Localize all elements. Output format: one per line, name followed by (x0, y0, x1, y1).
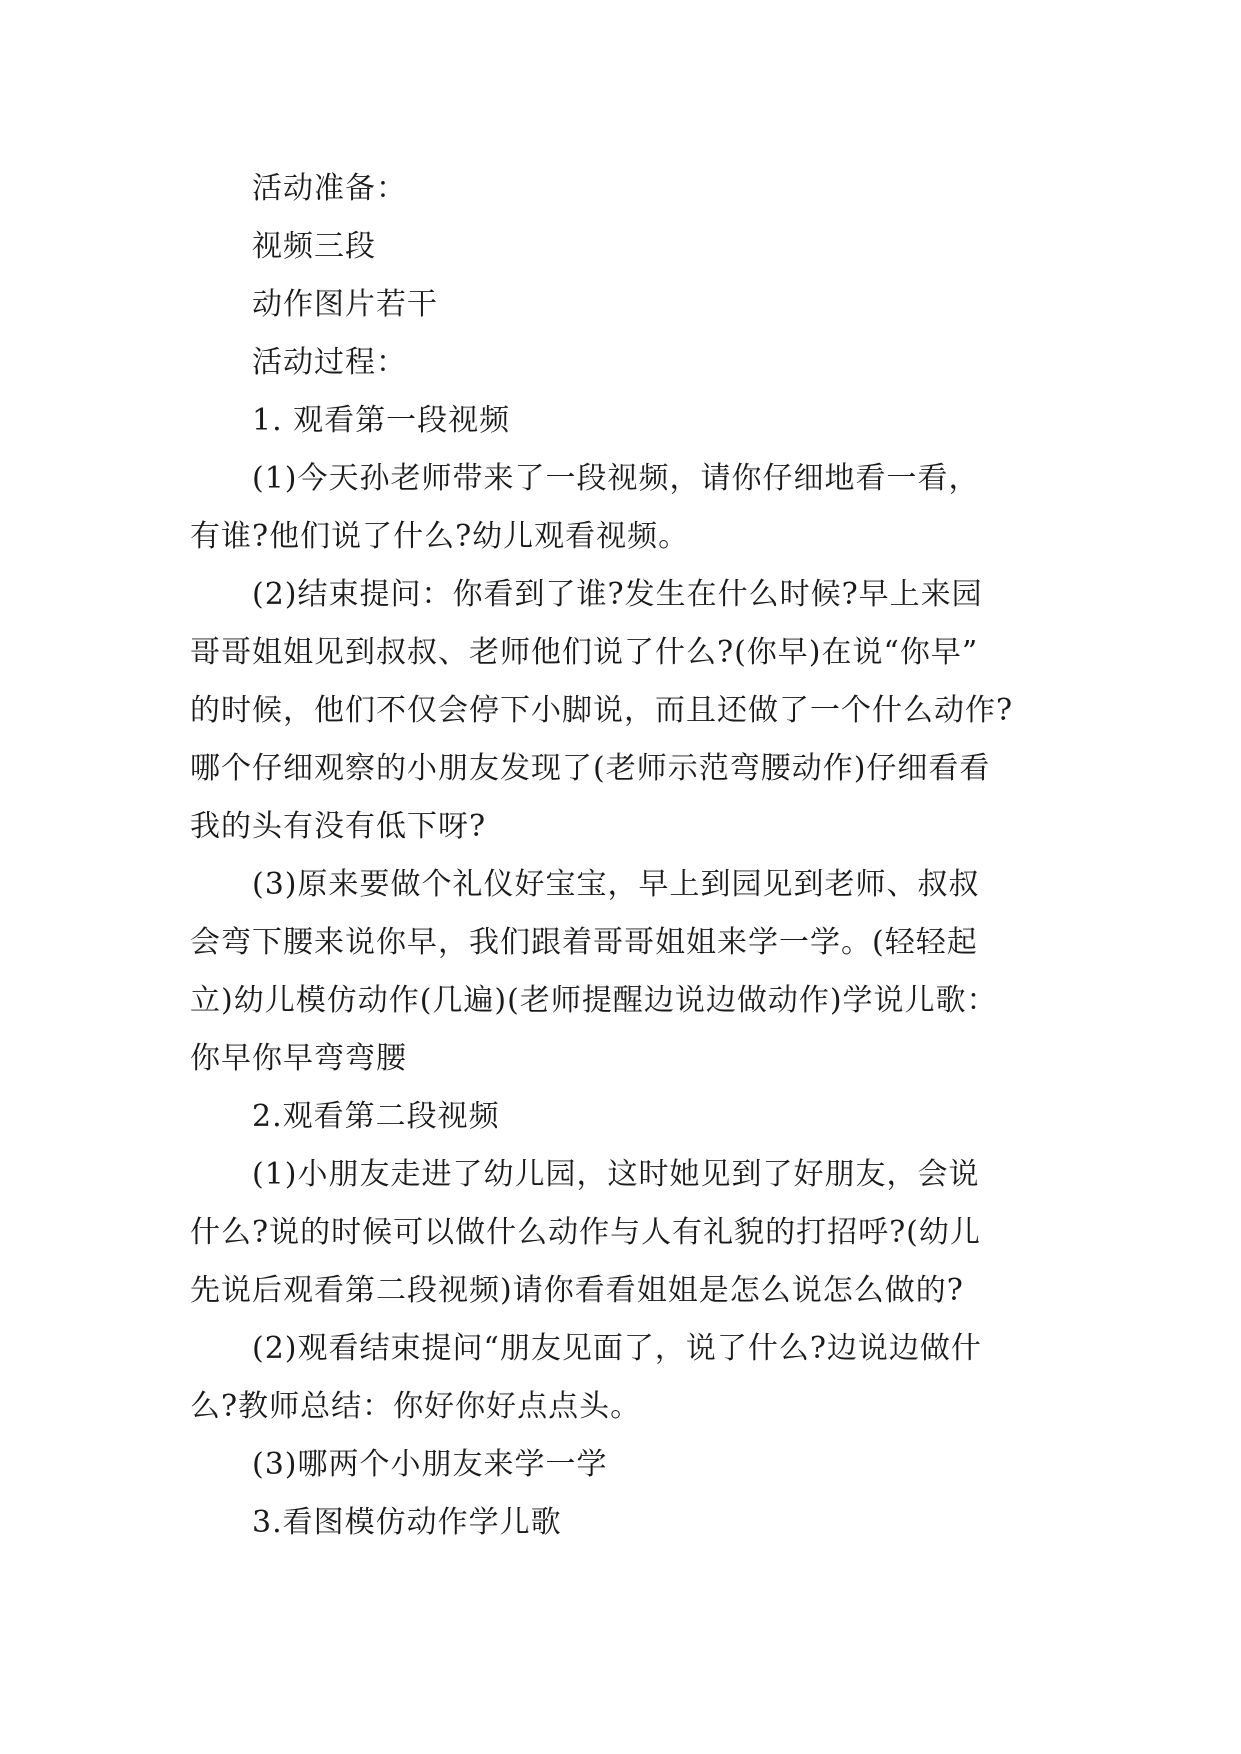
text-line: 3.看图模仿动作学儿歌 (252, 1505, 562, 1540)
text-line: 活动准备： (252, 171, 407, 206)
text-line: (3)哪两个小朋友来学一学 (252, 1447, 608, 1482)
text-line: 什么?说的时候可以做什么动作与人有礼貌的打招呼?(幼儿 (190, 1215, 981, 1250)
text-line: 哥哥姐姐见到叔叔、老师他们说了什么?(你早)在说“你早” (190, 635, 979, 670)
text-line: (3)原来要做个礼仪好宝宝，早上到园见到老师、叔叔 (252, 867, 980, 902)
text-line: 先说后观看第二段视频)请你看看姐姐是怎么说怎么做的? (190, 1273, 964, 1308)
text-line: (1)今天孙老师带来了一段视频，请你仔细地看一看， (252, 461, 980, 496)
text-line: 2.观看第二段视频 (252, 1099, 500, 1134)
text-line: 立)幼儿模仿动作(几遍)(老师提醒边说边做动作)学说儿歌： (190, 983, 998, 1018)
text-line: 视频三段 (252, 229, 376, 264)
text-line: 动作图片若干 (252, 287, 438, 322)
text-line: 哪个仔细观察的小朋友发现了(老师示范弯腰动作)仔细看看 (190, 751, 991, 786)
text-line: 么?教师总结：你好你好点点头。 (190, 1389, 642, 1424)
text-line: 的时候，他们不仅会停下小脚说，而且还做了一个什么动作? (190, 693, 1014, 728)
text-line: 你早你早弯弯腰 (190, 1041, 407, 1076)
text-line: (2)结束提问：你看到了谁?发生在什么时候?早上来园 (252, 577, 983, 612)
text-line: 有谁?他们说了什么?幼儿观看视频。 (190, 519, 690, 554)
document-body (190, 160, 1050, 1552)
text-line: (1)小朋友走进了幼儿园，这时她见到了好朋友，会说 (252, 1157, 980, 1192)
text-line: (2)观看结束提问“朋友见面了，说了什么?边说边做什 (252, 1331, 982, 1366)
text-line: 活动过程： (252, 345, 407, 380)
text-line: 会弯下腰来说你早，我们跟着哥哥姐姐来学一学。(轻轻起 (190, 925, 978, 960)
text-line: 1. 观看第一段视频 (252, 403, 511, 438)
text-line: 我的头有没有低下呀? (190, 809, 487, 844)
